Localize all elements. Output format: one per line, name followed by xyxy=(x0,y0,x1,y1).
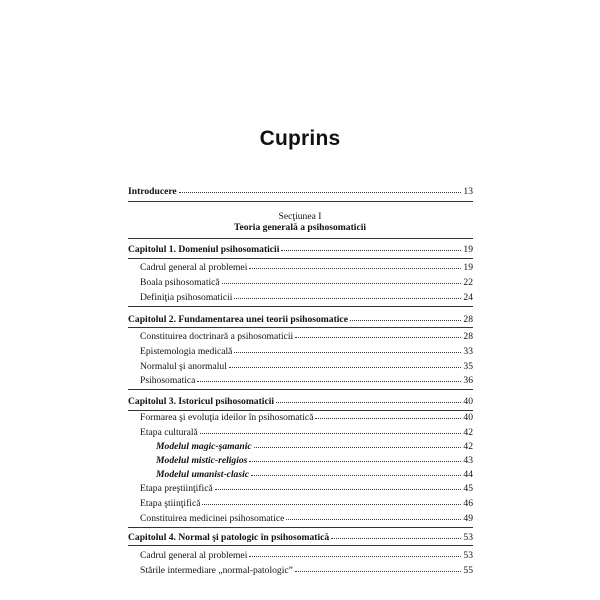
divider xyxy=(128,258,473,259)
toc-label: Etapa preştiinţifică xyxy=(140,483,213,494)
toc-entry xyxy=(140,411,473,424)
toc-page-number: 40 xyxy=(463,412,473,423)
leader-dots xyxy=(234,344,461,353)
leader-dots xyxy=(350,312,461,321)
toc-label: Cadrul general al problemei xyxy=(140,262,248,273)
leader-dots xyxy=(197,373,461,382)
section-heading xyxy=(0,211,600,233)
toc-page-number: 46 xyxy=(463,498,473,509)
leader-dots xyxy=(179,184,461,193)
toc-label: Capitolul 1. Domeniul psihosomaticii xyxy=(128,244,280,255)
leader-dots xyxy=(254,439,461,448)
toc-entry xyxy=(140,276,473,289)
leader-dots xyxy=(249,260,461,269)
leader-dots xyxy=(200,425,461,434)
toc-label: Etapa ştiinţifică xyxy=(140,498,201,509)
page-title: Cuprins xyxy=(259,127,341,150)
leader-dots xyxy=(315,410,461,419)
toc-label: Stările intermediare „normal-patologic” xyxy=(140,565,293,576)
leader-dots xyxy=(202,496,461,505)
toc-label: Capitolul 4. Normal şi patologic în psihosomatică xyxy=(128,532,330,543)
toc-page-number: 53 xyxy=(463,550,473,561)
leader-dots xyxy=(331,530,461,539)
toc-page-number: 19 xyxy=(463,244,473,255)
toc-label: Modelul magic-şamanic xyxy=(156,441,252,452)
toc-page-number: 40 xyxy=(463,396,473,407)
leader-dots xyxy=(276,394,461,403)
toc-entry xyxy=(140,360,473,373)
toc-page-number: 33 xyxy=(463,346,473,357)
toc-entry xyxy=(140,345,473,358)
toc-entry-chapter-1 xyxy=(128,243,473,256)
leader-dots xyxy=(234,290,461,299)
toc-label: Boala psihosomatică xyxy=(140,277,220,288)
toc-entry-subsection xyxy=(156,440,473,453)
divider xyxy=(128,389,473,390)
leader-dots xyxy=(295,563,461,572)
leader-dots xyxy=(222,275,461,284)
toc-label: Psihosomatica xyxy=(140,375,196,386)
toc-page-number: 13 xyxy=(463,186,473,197)
leader-dots xyxy=(215,481,461,490)
section-title: Teoria generală a psihosomaticii xyxy=(233,222,367,233)
leader-dots xyxy=(286,511,461,520)
toc-page-number: 19 xyxy=(463,262,473,273)
toc-entry-subsection xyxy=(156,468,473,481)
toc-label: Constituirea doctrinară a psihosomaticii xyxy=(140,331,294,342)
toc-label: Modelul umanist-clasic xyxy=(156,469,250,480)
toc-page-number: 35 xyxy=(463,361,473,372)
toc-label: Formarea şi evoluţia ideilor în psihosomatică xyxy=(140,412,314,423)
toc-entry xyxy=(140,291,473,304)
toc-label: Etapa culturală xyxy=(140,427,198,438)
toc-page-number: 44 xyxy=(463,469,473,480)
toc-label: Constituirea medicinei psihosomatice xyxy=(140,513,285,524)
leader-dots xyxy=(295,329,461,338)
leader-dots xyxy=(249,548,461,557)
leader-dots xyxy=(251,467,461,476)
toc-entry-chapter-2 xyxy=(128,313,473,326)
toc-entry-chapter-3 xyxy=(128,395,473,408)
toc-label: Capitolul 3. Istoricul psihosomaticii xyxy=(128,396,275,407)
toc-page-number: 28 xyxy=(463,314,473,325)
toc-entry xyxy=(140,549,473,562)
toc-entry xyxy=(140,426,473,439)
toc-entry xyxy=(140,482,473,495)
toc-page-number: 22 xyxy=(463,277,473,288)
toc-page-number: 24 xyxy=(463,292,473,303)
toc-page-number: 45 xyxy=(463,483,473,494)
toc-page-number: 42 xyxy=(463,441,473,452)
toc-label: Epistemologia medicală xyxy=(140,346,233,357)
toc-page-number: 53 xyxy=(463,532,473,543)
toc-label: Modelul mistic-religios xyxy=(156,455,248,466)
toc-label: Introducere xyxy=(128,186,177,197)
divider xyxy=(128,327,473,328)
toc-page-number: 28 xyxy=(463,331,473,342)
toc-entry-subsection xyxy=(156,454,473,467)
leader-dots xyxy=(229,359,461,368)
toc-page-number: 42 xyxy=(463,427,473,438)
toc-label: Cadrul general al problemei xyxy=(140,550,248,561)
leader-dots xyxy=(281,242,461,251)
toc-label: Definiţia psihosomaticii xyxy=(140,292,233,303)
toc-page-number: 36 xyxy=(463,375,473,386)
toc-entry xyxy=(140,374,473,387)
toc-entry xyxy=(140,261,473,274)
toc-entry-chapter-4 xyxy=(128,531,473,544)
toc-page-number: 49 xyxy=(463,513,473,524)
toc-entry xyxy=(140,564,473,577)
divider xyxy=(128,545,473,546)
toc-page-number: 43 xyxy=(463,455,473,466)
toc-page-number: 55 xyxy=(463,565,473,576)
divider xyxy=(128,201,473,202)
toc-entry xyxy=(140,330,473,343)
toc-entry-intro xyxy=(128,185,473,198)
leader-dots xyxy=(249,453,461,462)
section-number: Secţiunea I xyxy=(278,211,322,222)
toc-entry xyxy=(140,512,473,525)
divider xyxy=(128,238,473,239)
toc-entry xyxy=(140,497,473,510)
divider xyxy=(128,306,473,307)
toc-label: Capitolul 2. Fundamentarea unei teorii psihosomatice xyxy=(128,314,348,325)
toc-label: Normalul şi anormalul xyxy=(140,361,227,372)
divider xyxy=(128,527,473,528)
